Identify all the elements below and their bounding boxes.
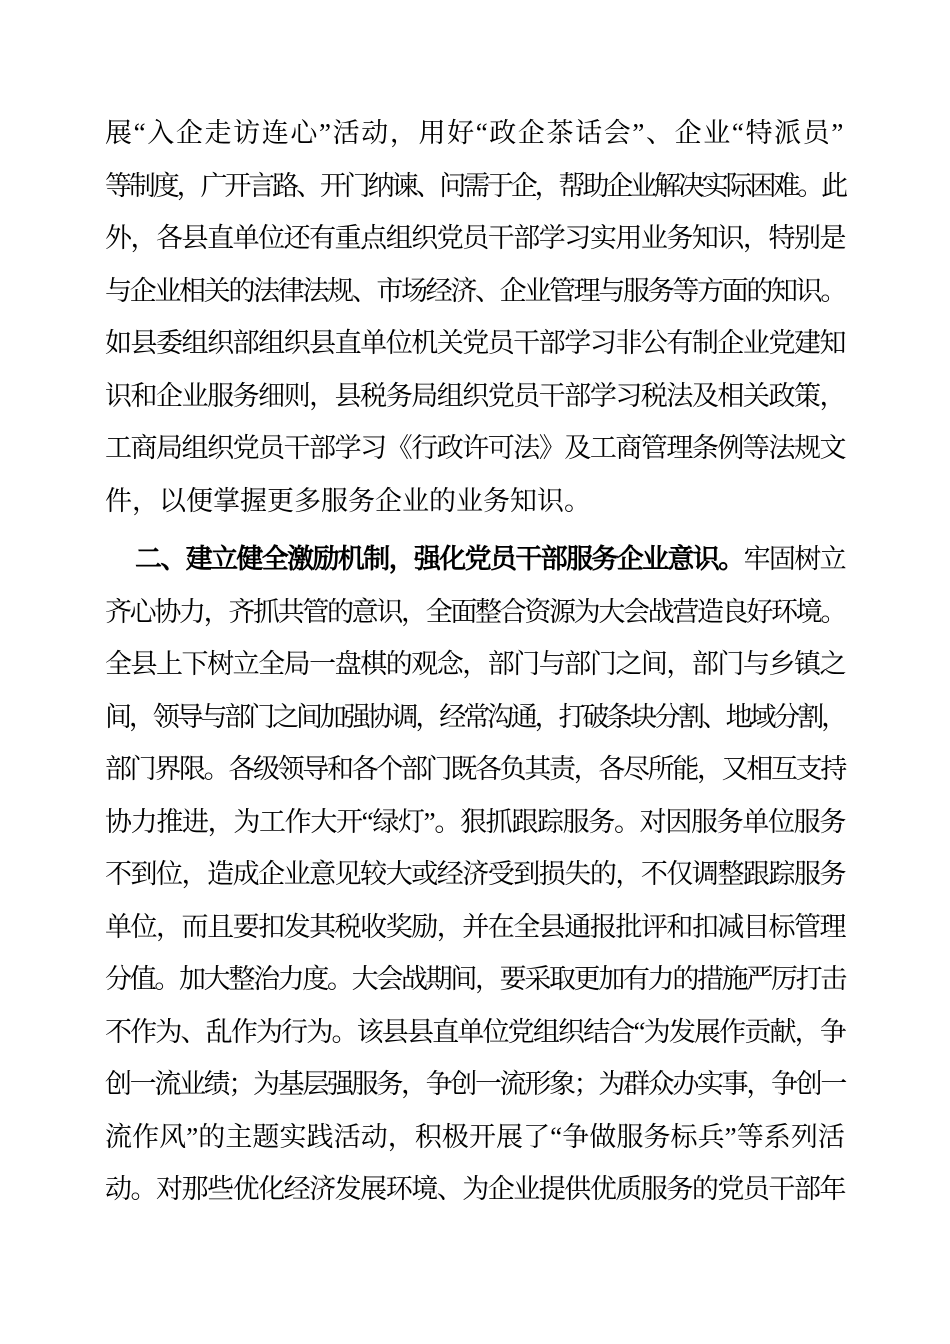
line-content [105, 964, 845, 994]
body-text: 不作为、乱作为行为。该县县直单位党组织结合“为发展作贡献，争 [105, 1016, 845, 1047]
line-content [105, 433, 845, 463]
line-content [105, 276, 845, 306]
text-line [105, 1058, 845, 1111]
line-content [105, 1017, 845, 1047]
line-content [105, 381, 845, 411]
body-text: 等制度，广开言路、开门纳谏、问需于企，帮助企业解决实际困难。此 [105, 170, 845, 201]
body-text: 外，各县直单位还有重点组织党员干部学习实用业务知识，特别是 [105, 223, 845, 253]
body-text: 单位，而且要扣发其税收奖励，并在全县通报批评和扣减目标管理 [105, 911, 845, 942]
text-line [105, 370, 845, 423]
text-line [105, 422, 845, 475]
document-text-block [105, 107, 845, 1216]
line-content [105, 328, 845, 358]
line-content [105, 1069, 845, 1099]
line-content [105, 649, 845, 679]
line-content [105, 1122, 845, 1152]
text-line [105, 1163, 845, 1216]
line-content [105, 912, 845, 942]
text-line [105, 475, 845, 528]
text-line [105, 638, 845, 691]
body-text: 展“入企走访连心”活动，用好“政企茶话会”、企业“特派员” [105, 118, 845, 148]
text-line [105, 586, 845, 639]
text-line [105, 317, 845, 370]
body-text: 动。对那些优化经济发展环境、为企业提供优质服务的党员干部年 [105, 1174, 845, 1204]
line-content [135, 544, 845, 574]
text-line [105, 107, 845, 160]
body-text: 创一流业绩；为基层强服务，争创一流形象；为群众办实事，争创一 [105, 1069, 845, 1099]
line-content [105, 223, 845, 253]
line-content [105, 859, 845, 889]
body-text: 流作风”的主题实践活动，积极开展了“争做服务标兵”等系列活 [105, 1121, 845, 1152]
line-content [105, 754, 845, 784]
line-content [105, 807, 845, 837]
body-text: 全县上下树立全局一盘棋的观念，部门与部门之间，部门与乡镇之 [105, 649, 845, 679]
body-text: 牢固树立 [743, 544, 846, 574]
line-content [105, 702, 845, 732]
line-content [105, 486, 591, 516]
text-line [105, 533, 845, 586]
text-line [105, 265, 845, 318]
body-text: 识和企业服务细则，县税务局组织党员干部学习税法及相关政策， [105, 380, 845, 411]
line-content [105, 118, 845, 148]
text-line [105, 160, 845, 213]
paragraph-1 [105, 107, 845, 527]
body-text: 部门界限。各级领导和各个部门既各负其责，各尽所能，又相互支持 [105, 754, 845, 784]
body-text: 如县委组织部组织县直单位机关党员干部学习非公有制企业党建知 [105, 328, 845, 358]
text-line [105, 1006, 845, 1059]
text-line [105, 691, 845, 744]
paragraph-2 [105, 533, 845, 1216]
line-content [105, 1174, 845, 1204]
text-line [105, 796, 845, 849]
body-text: 分值。加大整治力度。大会战期间，要采取更加有力的措施严厉打击 [105, 964, 845, 994]
body-text: 与企业相关的法律法规、市场经济、企业管理与服务等方面的知识。 [105, 275, 845, 306]
text-line [105, 212, 845, 265]
section-heading-text: 二、建立健全激励机制，强化党员干部服务企业意识。 [135, 544, 744, 574]
line-content [105, 171, 845, 201]
body-text: 不到位，造成企业意见较大或经济受到损失的，不仅调整跟踪服务 [105, 859, 845, 889]
text-line [105, 848, 845, 901]
text-line [105, 901, 845, 954]
body-text: 件，以便掌握更多服务企业的业务知识。 [105, 485, 591, 516]
text-line [105, 743, 845, 796]
text-line [105, 953, 845, 1006]
body-text: 齐心协力，齐抓共管的意识，全面整合资源为大会战营造良好环境。 [105, 596, 845, 627]
body-text: 工商局组织党员干部学习《行政许可法》及工商管理条例等法规文 [105, 433, 845, 463]
body-text: 协力推进，为工作大开“绿灯”。狠抓跟踪服务。对因服务单位服务 [105, 806, 845, 837]
text-line [105, 1111, 845, 1164]
line-content [105, 597, 845, 627]
body-text: 间，领导与部门之间加强协调，经常沟通，打破条块分割、地域分割， [105, 701, 845, 732]
first-line-indent [105, 567, 135, 568]
